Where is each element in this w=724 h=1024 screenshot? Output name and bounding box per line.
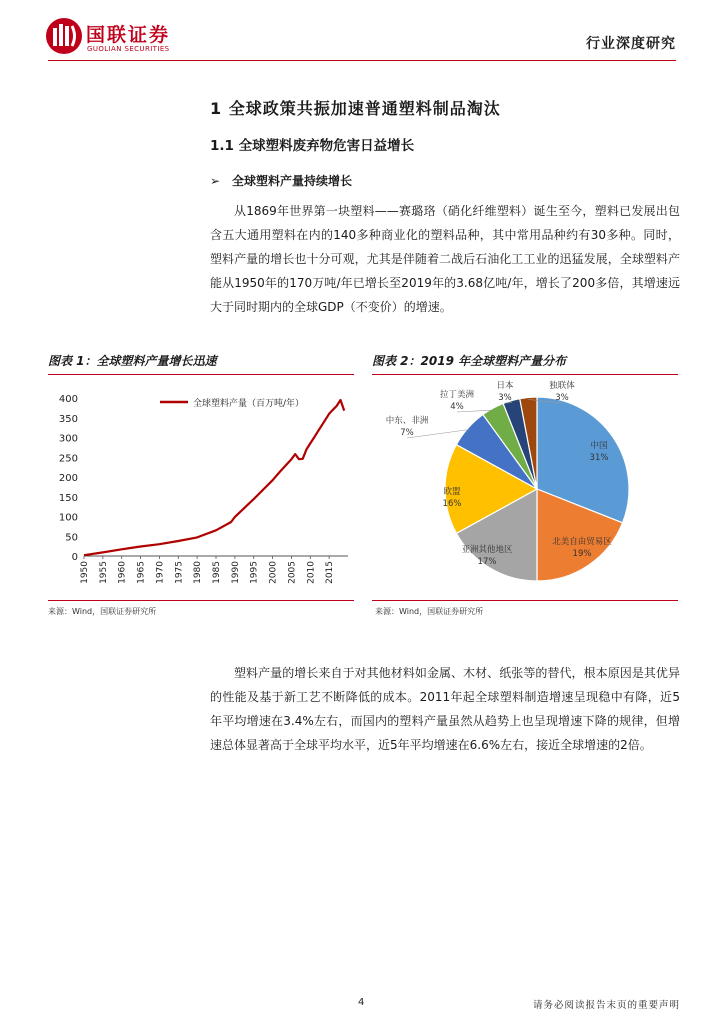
figure-1-title: 图表 1：全球塑料产量增长迅速 [48,354,217,368]
y-tick-label: 100 [58,512,78,524]
footer-disclaimer: 请务必阅读报告末页的重要声明 [532,1000,680,1011]
bullet-arrow-icon: ➢ [210,174,221,188]
x-tick-label: 1970 [155,561,166,584]
y-tick-label: 150 [58,492,78,504]
x-tick-label: 1950 [80,561,90,584]
y-tick-label: 300 [58,433,78,445]
x-tick-label: 1980 [193,561,204,584]
logo-text-cn: 国联证券 [86,24,171,46]
section-heading: 1 全球政策共振加速普通塑料制品淘汰 [210,99,501,118]
x-tick-label: 2000 [268,561,279,584]
company-logo [44,16,194,58]
pie-slice-label: 亚洲其他地区 [461,545,513,555]
body-paragraph-1: 从1869年世界第一块塑料——赛璐珞（硝化纤维塑料）诞生至今，塑料已发展出包含五大通用塑料在内的140多种商业化的塑料品种，其中常用品种约有30多种。同时，塑料产量的增长也十分可观，尤其是伴随着二战后石油化工工业的迅猛发展，全球塑料产能从1950年的170万吨/年已增长至2019年的3.68亿吨/年，增长了200多倍，其增速远大于同时期内的全球GDP（不变价）的增速。 [210,204,680,314]
y-tick-label: 50 [65,532,78,544]
x-tick-label: 1975 [174,561,185,584]
pie-leader-line [407,430,470,439]
header-divider [48,60,676,61]
logo-mark-icon [44,16,84,56]
pie-slice-value: 16% [442,499,462,509]
x-tick-label: 1955 [98,561,109,584]
y-tick-label: 250 [58,453,78,465]
pie-slice-value: 31% [589,453,609,463]
pie-slice-label: 日本 [496,381,514,391]
x-tick-label: 2010 [306,561,317,584]
series-line [84,400,344,555]
pie-slice-label: 中国 [590,441,608,451]
bullet-heading [210,172,352,189]
body-paragraph-2: 塑料产量的增长来自于对其他材料如金属、木材、纸张等的替代，根本原因是其优异的性能及基于新工艺不断降低的成本。2011年起全球塑料制造增速呈现稳中有降，近5年平均增速在3.4%左右，而国内的塑料产量虽然从趋势上也呈现增速下降的规律，但增速总体显著高于全球平均水平，近5年平均增速在6.6%左右，接近全球增速的2倍。 [210,666,680,752]
figure-1-source: 来源：Wind，国联证券研究所 [48,607,157,616]
x-tick-label: 1985 [212,561,222,584]
y-tick-label: 200 [58,473,78,484]
pie-slice-label: 欧盟 [443,487,461,497]
y-tick-label: 350 [58,413,78,425]
line-chart [48,378,354,598]
pie-slice-value: 3% [555,393,569,403]
subsection-heading: 1.1 全球塑料废弃物危害日益增长 [210,138,415,154]
x-tick-label: 2015 [325,561,336,584]
legend-label: 全球塑料产量（百万吨/年） [193,399,305,409]
figure-2-source: 来源：Wind，国联证券研究所 [375,607,484,616]
pie-slice-label: 北美自由贸易区 [552,537,612,547]
page-number: 4 [358,997,365,1008]
figure-1-top-rule [48,374,354,375]
x-tick-label: 1990 [230,561,241,584]
figure-2-bottom-rule [372,600,678,601]
figure-2-title: 图表 2：2019 年全球塑料产量分布 [372,354,567,368]
report-type: 行业深度研究 [586,36,676,52]
x-tick-label: 1995 [249,561,260,584]
pie-slice-label: 中东、非洲 [385,416,429,426]
figure-1-bottom-rule [48,600,354,601]
y-tick-label: 400 [58,394,78,405]
logo-text-en: GUOLIAN SECURITIES [87,45,170,53]
pie-slice-value: 17% [477,557,497,567]
pie-slice-value: 3% [498,393,512,403]
x-tick-label: 1965 [136,561,147,584]
y-tick-label: 0 [71,552,78,563]
x-tick-label: 1960 [117,561,128,584]
x-tick-label: 2005 [287,561,298,584]
pie-slice-value: 7% [400,428,414,438]
pie-slice-label: 拉丁美洲 [439,390,475,400]
pie-slice-label: 独联体 [549,381,575,391]
pie-chart [372,378,678,598]
pie-slice-value: 4% [450,402,464,412]
bullet-heading-text: 全球塑料产量持续增长 [232,174,353,188]
pie-slice-value: 19% [572,549,592,559]
figure-2-top-rule [372,374,678,375]
